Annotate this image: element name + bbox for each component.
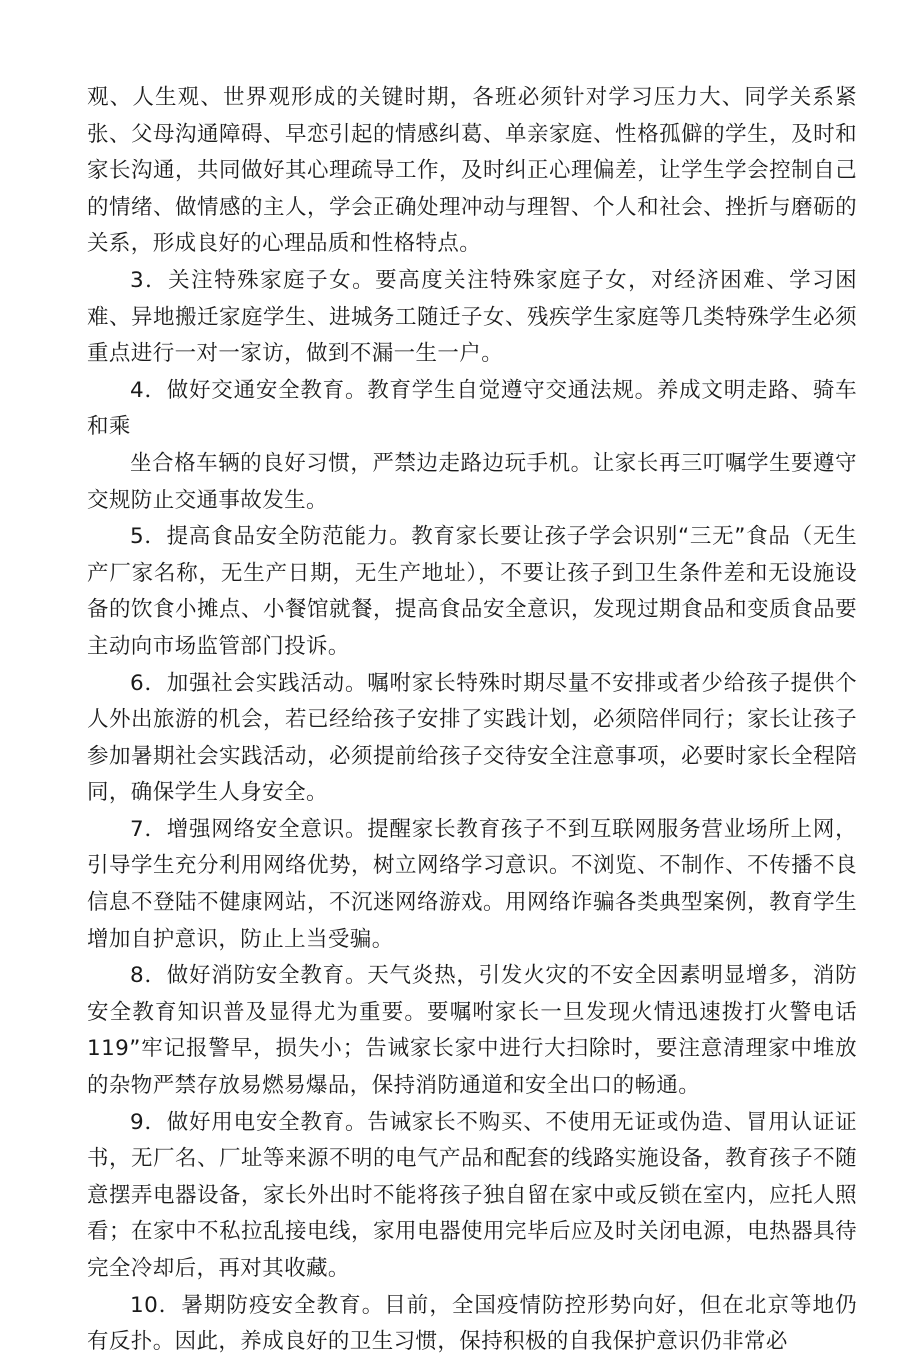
paragraph-special-families: 3．关注特殊家庭子女。要高度关注特殊家庭子女，对经济困难、学习困难、异地搬迁家庭学生、进城务工随迁子女、残疾学生家庭等几类特殊学生必须重点进行一对一家访，做到不漏一生一户。 <box>87 267 857 367</box>
paragraph-intro-continued: 观、人生观、世界观形成的关键时期，各班必须针对学习压力大、同学关系紧张、父母沟通障碍、早恋引起的情感纠葛、单亲家庭、性格孤僻的学生，及时和家长沟通，共同做好其心理疏导工作，及时纠正心理偏差，让学生学会控制自己的情绪、做情感的主人，学会正确处理冲动与理智、个人和社会、挫折与磨砺的关系，形成良好的心理品质和性格特点。 <box>87 85 857 257</box>
paragraph-electrical-safety: 9．做好用电安全教育。告诫家长不购买、不使用无证或伪造、冒用认证证书，无厂名、厂址等来源不明的电气产品和配套的线路实施设备，教育孩子不随意摆弄电器设备，家长外出时不能将孩子独自留在家中或反锁在室内，应托人照看；在家中不私拉乱接电线，家用电器使用完毕后应及时关闭电源，电热器具待完全冷却后，再对其收藏。 <box>87 1109 857 1281</box>
paragraph-traffic-safety-continued: 坐合格车辆的良好习惯，严禁边走路边玩手机。让家长再三叮嘱学生要遵守交规防止交通事故发生。 <box>87 450 857 513</box>
paragraph-social-practice: 6．加强社会实践活动。嘱咐家长特殊时期尽量不安排或者少给孩子提供个人外出旅游的机会，若已经给孩子安排了实践计划，必须陪伴同行；家长让孩子参加暑期社会实践活动，必须提前给孩子交待安全注意事项，必要时家长全程陪同，确保学生人身安全。 <box>87 670 857 806</box>
paragraph-epidemic-prevention: 10．暑期防疫安全教育。目前，全国疫情防控形势向好，但在北京等地仍有反扑。因此，养成良好的卫生习惯，保持积极的自我保护意识仍非常必 <box>87 1292 857 1355</box>
document-body <box>87 80 857 1361</box>
paragraph-food-safety: 5．提高食品安全防范能力。教育家长要让孩子学会识别“三无”食品（无生产厂家名称，无生产日期，无生产地址），不要让孩子到卫生条件差和无设施设备的饮食小摊点、小餐馆就餐，提高食品安全意识，发现过期食品和变质食品要主动向市场监管部门投诉。 <box>87 524 857 659</box>
paragraph-fire-safety: 8．做好消防安全教育。天气炎热，引发火灾的不安全因素明显增多，消防安全教育知识普及显得尤为重要。要嘱咐家长一旦发现火情迅速拨打火警电话119”牢记报警早，损失小；告诫家长家中进行大扫除时，要注意清理家中堆放的杂物严禁存放易燃易爆品，保持消防通道和安全出口的畅通。 <box>87 963 857 1099</box>
paragraph-traffic-safety: 4．做好交通安全教育。教育学生自觉遵守交通法规。养成文明走路、骑车和乘 <box>87 377 857 440</box>
paragraph-network-safety: 7．增强网络安全意识。提醒家长教育孩子不到互联网服务营业场所上网，引导学生充分利用网络优势，树立网络学习意识。不浏览、不制作、不传播不良信息不登陆不健康网站，不沉迷网络游戏。用网络诈骗各类典型案例，教育学生增加自护意识，防止上当受骗。 <box>87 816 857 952</box>
